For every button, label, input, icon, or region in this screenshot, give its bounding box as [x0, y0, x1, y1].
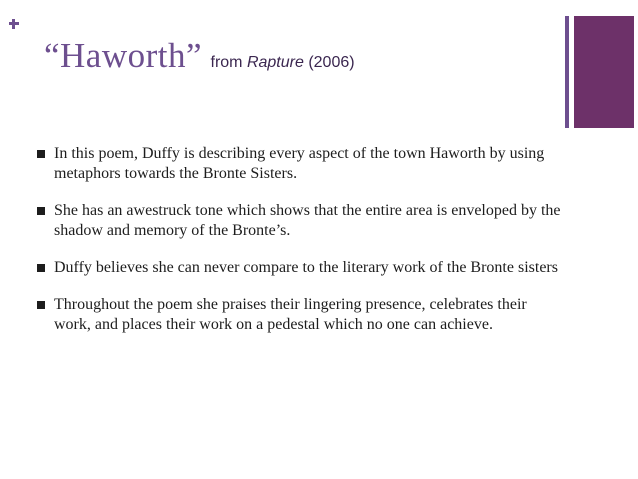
bullet-text: She has an awestruck tone which shows that the entire area is enveloped by the shadow and memory of the Bronte’s.: [54, 202, 561, 239]
square-bullet-icon: [36, 263, 46, 273]
bullet-list: [36, 144, 566, 352]
bullet-item: [36, 258, 566, 278]
title-year: (2006): [308, 54, 355, 71]
bullet-text: Duffy believes she can never compare to the literary work of the Bronte sisters: [54, 259, 558, 276]
title-main: “Haworth”: [44, 36, 203, 75]
decorative-wide-bar: [574, 16, 634, 128]
plus-icon: [6, 16, 22, 32]
bullet-item: [36, 144, 566, 184]
title-work: Rapture: [246, 54, 304, 71]
square-bullet-icon: [36, 300, 46, 310]
slide-title: [44, 36, 355, 76]
bullet-item: [36, 201, 566, 241]
title-subtitle: [211, 54, 355, 71]
bullet-item: [36, 295, 566, 335]
decorative-thin-bar: [565, 16, 569, 128]
square-bullet-icon: [36, 149, 46, 159]
square-bullet-icon: [36, 206, 46, 216]
bullet-text: Throughout the poem she praises their lingering presence, celebrates their work, and places their work on a pedestal which no one can achieve.: [54, 296, 527, 333]
title-from: from: [210, 54, 243, 71]
bullet-text: In this poem, Duffy is describing every aspect of the town Haworth by using metaphors towards the Bronte Sisters.: [54, 145, 545, 182]
